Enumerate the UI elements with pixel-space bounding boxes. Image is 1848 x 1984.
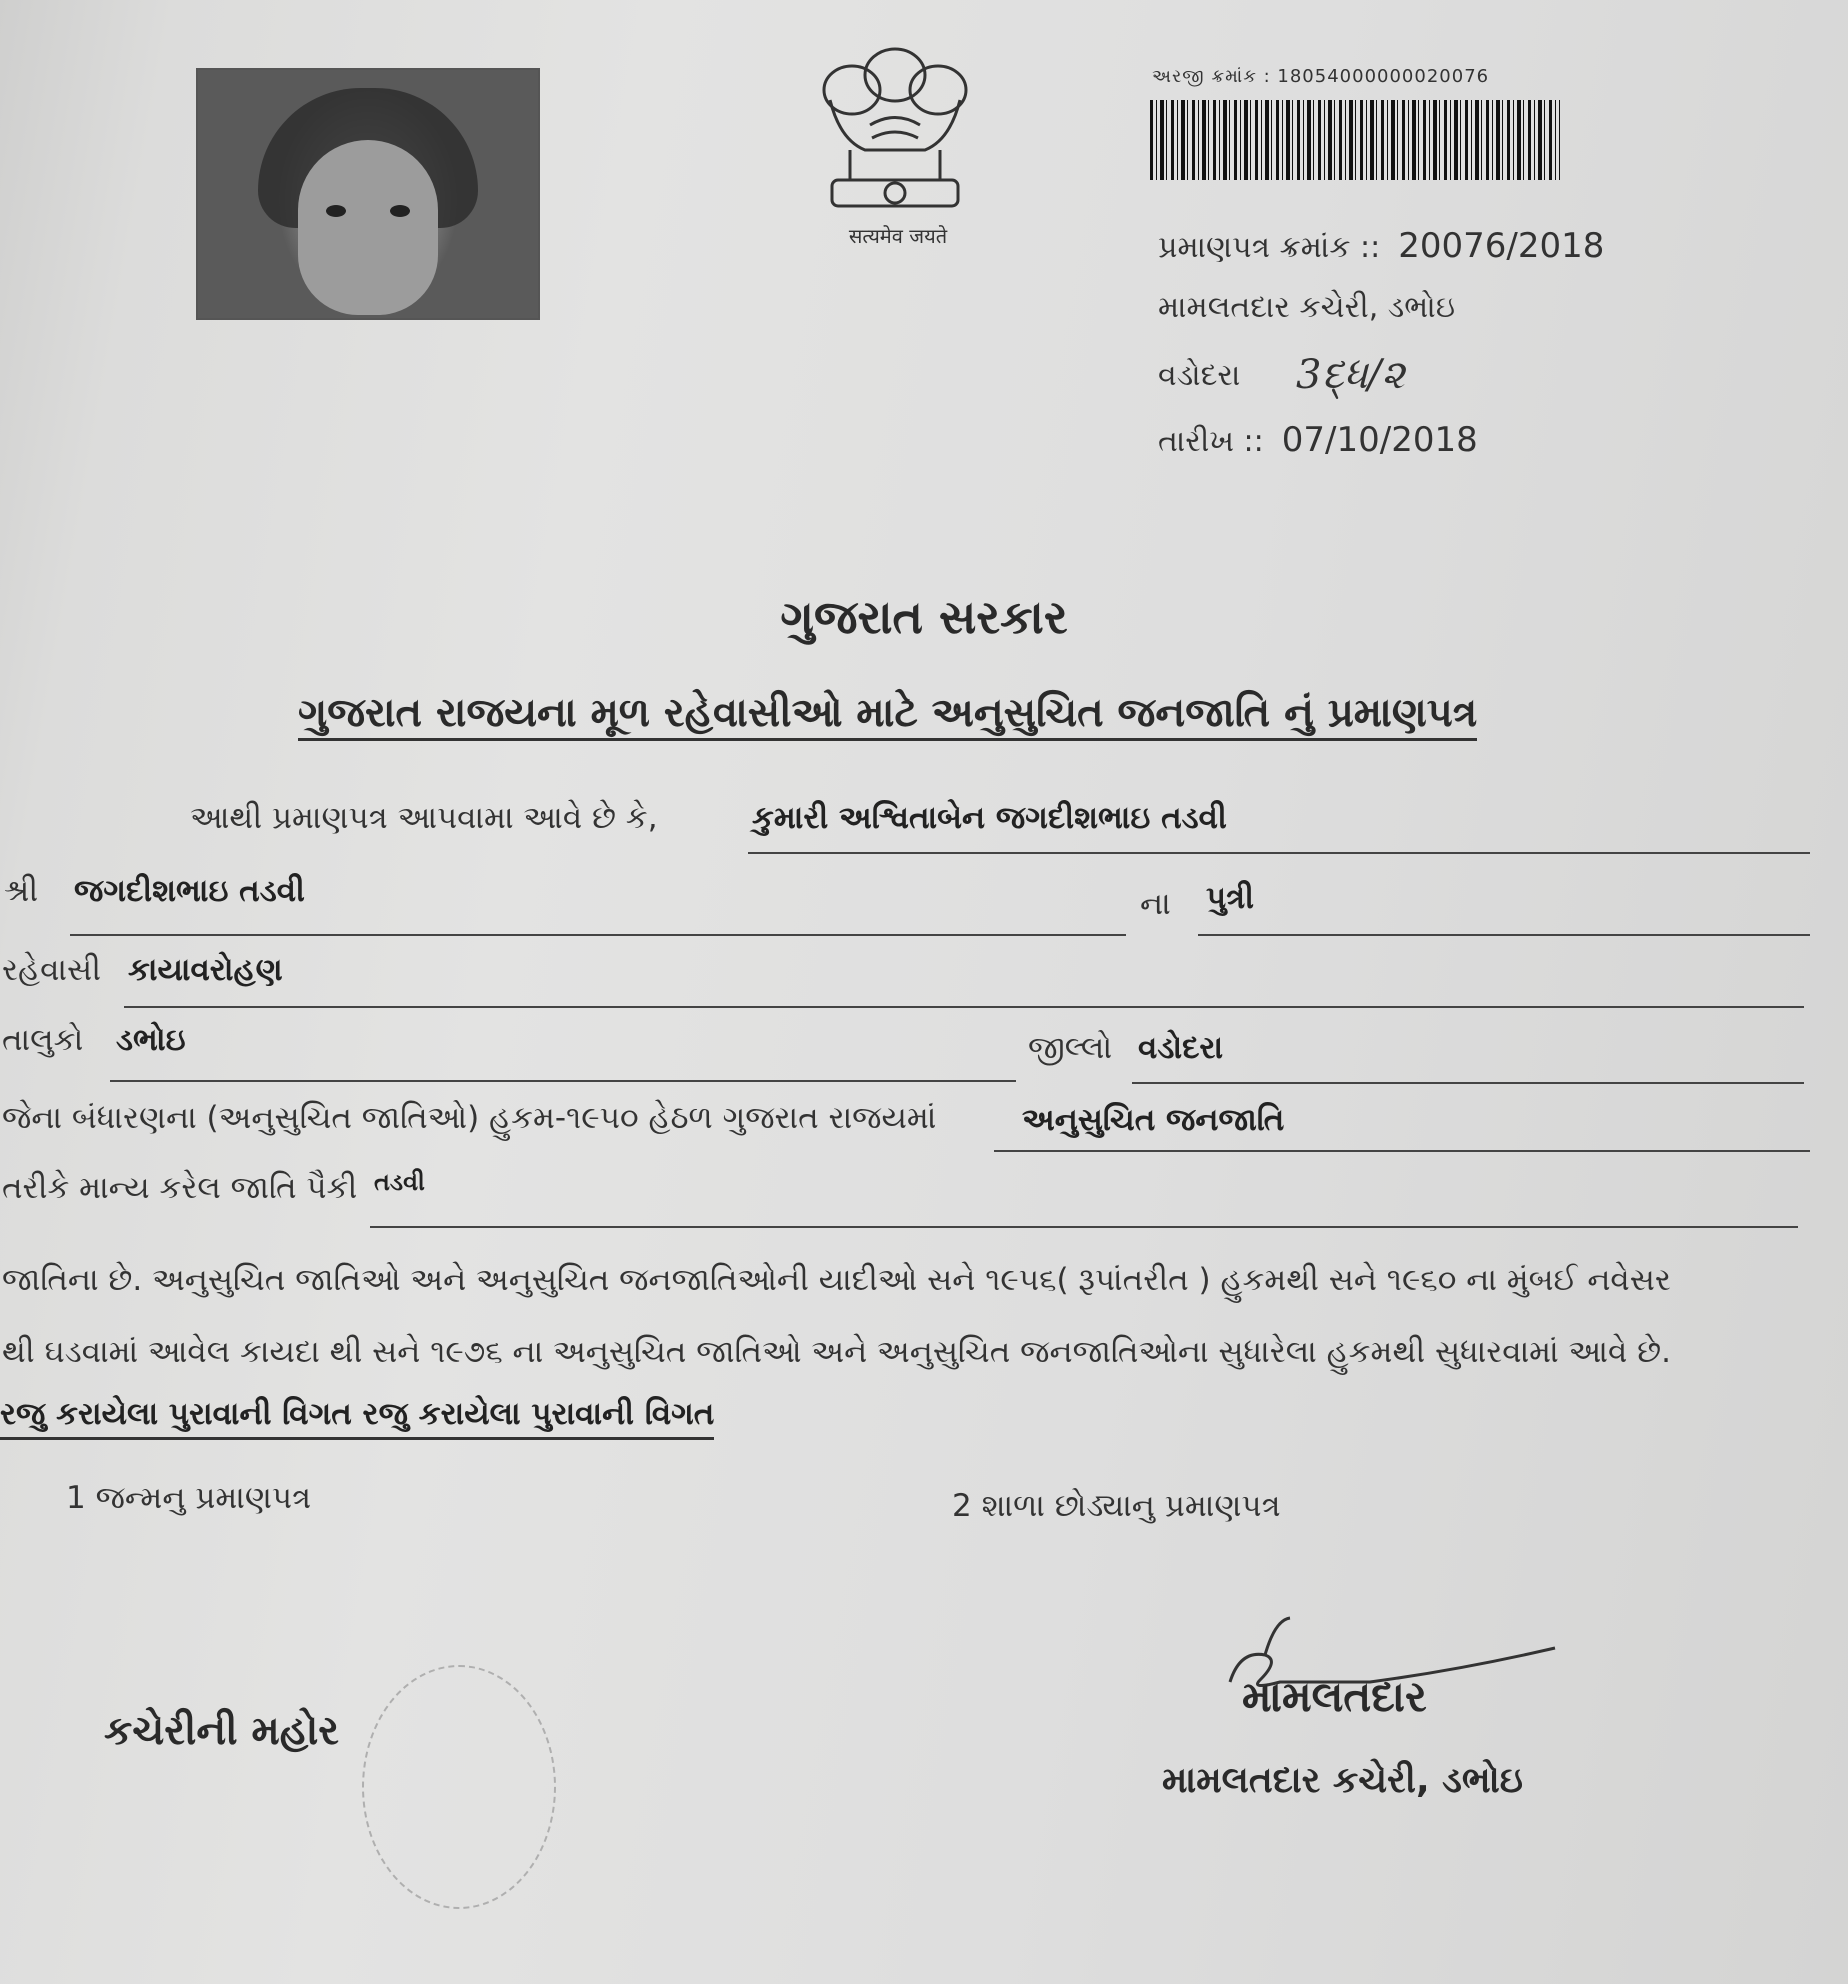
officer-office: મામલતદાર કચેરી, ડભોઇ — [1162, 1760, 1523, 1801]
father-underline — [70, 934, 1126, 936]
name-underline — [748, 852, 1810, 854]
applicant-name: કુમારી અશ્વિતાબેન જગદીશભાઇ તડવી — [752, 800, 1227, 836]
district: વડોદરા — [1138, 1030, 1224, 1066]
handwritten-note: 3દ્ધ/૨ — [1296, 352, 1405, 398]
intro-label: આથી પ્રમાણપત્ર આપવામા આવે છે કે, — [190, 800, 658, 836]
relation: પુત્રી — [1206, 880, 1255, 916]
national-emblem-icon — [810, 30, 980, 225]
certificate-title: ગુજરાત રાજયના મૂળ રહેવાસીઓ માટે અનુસુચિત જનજાતિ નું પ્રમાણપત્ર — [298, 690, 1477, 741]
taluka: ડભોઇ — [116, 1022, 186, 1058]
certificate-number-label: પ્રમાણપત્ર ક્રમાંક :: — [1158, 230, 1381, 265]
taluka-underline — [110, 1080, 1016, 1082]
category-underline — [994, 1150, 1810, 1152]
photo-face — [298, 140, 438, 315]
photo-eye-right — [390, 205, 410, 217]
recognized-label: તરીકે માન્ય કરેલ જાતિ પૈકી — [2, 1170, 358, 1206]
father-name: જગદીશભાઇ તડવી — [74, 873, 305, 909]
emblem-motto: सत्यमेव जयते — [848, 224, 948, 248]
legal-para-line1: જાતિના છે. અનુસુચિત જાતિઓ અને અનુસુચિત જનજાતિઓની યાદીઓ સને ૧૯૫૬( રૂપાંતરીત ) હુકમથી સને ૧૯૬૦ ના મુંબઈ નવેસર — [2, 1262, 1671, 1298]
shri-label: શ્રી — [4, 873, 39, 909]
date-label: તારીખ :: — [1158, 424, 1264, 459]
barcode — [1150, 100, 1560, 180]
proof-item-2: 2 શાળા છોડ્યાનુ પ્રમાણપત્ર — [952, 1488, 1281, 1524]
officer-title: મામલતદાર — [1242, 1672, 1427, 1721]
relation-underline — [1198, 934, 1810, 936]
category: અનુસુચિત જનજાતિ — [1022, 1102, 1285, 1138]
certificate-number-row — [1158, 226, 1604, 266]
issuing-office: મામલતદાર કચેરી, ડભોઇ — [1158, 290, 1456, 325]
taluka-label: તાલુકો — [2, 1022, 84, 1058]
resident-label: રહેવાસી — [2, 952, 101, 988]
district-underline — [1132, 1082, 1804, 1084]
na-label: ના — [1140, 886, 1171, 922]
issue-date: 07/10/2018 — [1281, 420, 1478, 460]
caste-underline — [370, 1226, 1798, 1228]
application-number: અરજી ક્રમાંક : 18054000000020076 — [1152, 66, 1490, 87]
village: કાયાવરોહણ — [128, 952, 283, 988]
legal-para-line2: થી ઘડવામાં આવેલ કાયદા થી સને ૧૯૭૬ ના અનુસુચિત જાતિઓ અને અનુસુચિત જનજાતિઓના સુધારેલા હુકમથી સુધારવામાં આવે છે. — [2, 1334, 1671, 1370]
office-seal-label: કચેરીની મહોર — [104, 1708, 339, 1754]
office-stamp — [362, 1665, 556, 1909]
district-label: જીલ્લો — [1028, 1030, 1113, 1066]
date-row — [1158, 420, 1478, 460]
government-title: ગુજરાત સરકાર — [780, 590, 1068, 644]
certificate-number: 20076/2018 — [1398, 226, 1605, 266]
applicant-photo — [196, 68, 540, 320]
caste: તડવી — [374, 1168, 425, 1196]
proof-item-1: 1 જન્મનુ પ્રમાણપત્ર — [66, 1480, 312, 1516]
village-underline — [124, 1006, 1804, 1008]
photo-eye-left — [326, 205, 346, 217]
constitution-label: જેના બંધારણના (અનુસુચિત જાતિઓ) હુકમ-૧૯૫૦ હેઠળ ગુજરાત રાજયમાં — [2, 1100, 937, 1136]
proofs-heading: રજુ કરાયેલા પુરાવાની વિગત રજુ કરાયેલા પુરાવાની વિગત — [0, 1396, 714, 1440]
issuing-district: વડોદરા — [1158, 358, 1241, 393]
